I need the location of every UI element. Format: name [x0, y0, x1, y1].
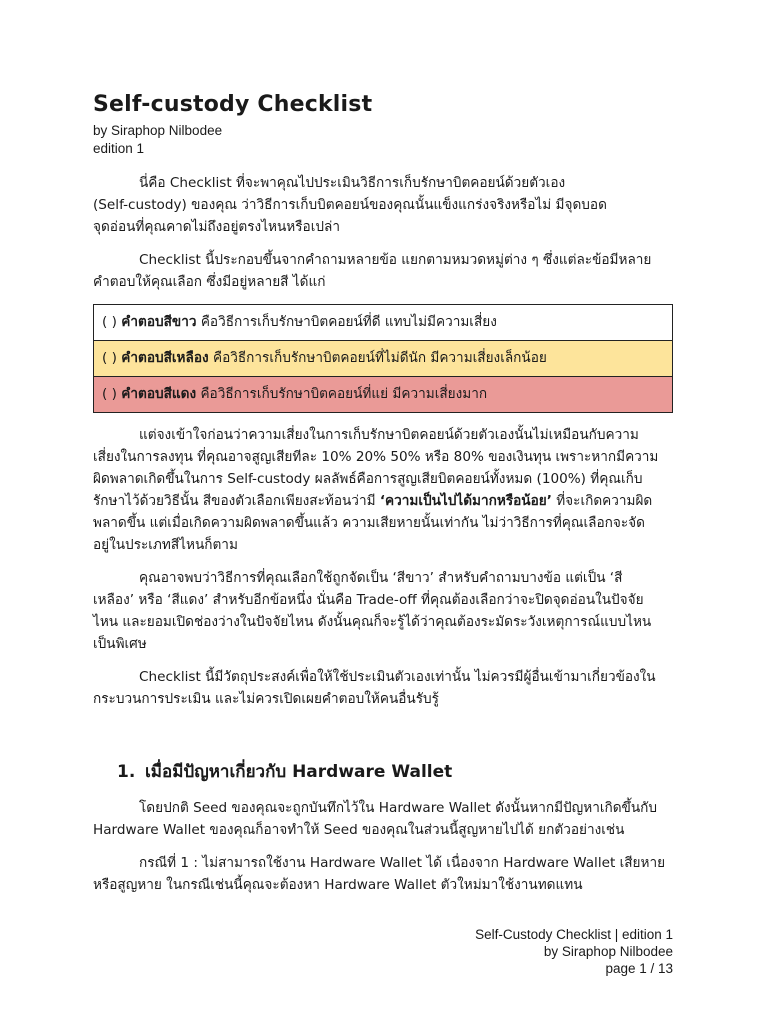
choice-description: คือวิธีการเก็บรักษาบิตคอยน์ที่ดี แทบไม่มีความเสี่ยง	[200, 314, 497, 330]
choice-yellow	[94, 341, 672, 377]
text-line: เป็นพิเศษ	[93, 636, 147, 652]
choice-red	[94, 377, 672, 412]
text-line: พลาดขึ้น แต่เมื่อเกิดความผิดพลาดขึ้นแล้ว ความเสียหายนั้นเท่ากัน ไม่ว่าวิธีการที่คุณเลือกจะจัด	[93, 515, 645, 531]
choice-label: คำตอบสีเหลือง	[121, 350, 209, 366]
text-line: เหลือง’ หรือ ‘สีแดง’ สำหรับอีกข้อหนึ่ง นั่นคือ Trade-off ที่คุณต้องเลือกว่าจะปิดจุดอ่อนในปัจจัย	[93, 592, 644, 608]
text-line: นี่คือ Checklist ที่จะพาคุณไปประเมินวิธีการเก็บรักษาบิตคอยน์ด้วยตัวเอง	[139, 175, 566, 191]
section-1-paragraph-2	[93, 852, 673, 896]
section-heading-1	[117, 758, 452, 785]
choice-bracket: ( )	[102, 314, 117, 330]
text-line: คุณอาจพบว่าวิธีการที่คุณเลือกใช้ถูกจัดเป็น ‘สีขาว’ สำหรับคำถามบางข้อ แต่เป็น ‘สี	[139, 570, 623, 586]
text-line: โดยปกติ Seed ของคุณจะถูกบันทึกไว้ใน Hardware Wallet ดังนั้นหากมีปัญหาเกิดขึ้นกับ	[139, 800, 657, 816]
choice-description: คือวิธีการเก็บรักษาบิตคอยน์ที่แย่ มีความเสี่ยงมาก	[200, 386, 488, 402]
footer-title: Self-Custody Checklist | edition 1	[475, 927, 673, 942]
text-span: รักษาไว้ด้วยวิธีนั้น สีของตัวเลือกเพียงสะท้อนว่ามี	[93, 493, 380, 509]
text-line: Hardware Wallet ของคุณก็อาจทำให้ Seed ของคุณในส่วนนี้สูญหายไปได้ ยกตัวอย่างเช่น	[93, 822, 625, 838]
text-line: ไหน และยอมเปิดช่องว่างในปัจจัยไหน ดังนั้นคุณก็จะรู้ได้ว่าคุณต้องระมัดระวังเหตุการณ์แบบไหน	[93, 614, 652, 630]
intro-paragraph-1	[93, 172, 673, 238]
text-line: คำตอบให้คุณเลือก ซึ่งมีอยู่หลายสี ได้แก่	[93, 274, 326, 290]
choice-bracket: ( )	[102, 350, 117, 366]
text-line: แต่จงเข้าใจก่อนว่าความเสี่ยงในการเก็บรักษาบิตคอยน์ด้วยตัวเองนั้นไม่เหมือนกับความ	[139, 427, 639, 443]
text-line: หรือสูญหาย ในกรณีเช่นนี้คุณจะต้องหา Hardware Wallet ตัวใหม่มาใช้งานทดแทน	[93, 877, 583, 893]
text-line: Checklist นี้ประกอบขึ้นจากคำถามหลายข้อ แยกตามหมวดหมู่ต่าง ๆ ซึ่งแต่ละข้อมีหลาย	[139, 252, 652, 268]
text-line: ผิดพลาดเกิดขึ้นในการ Self-custody ผลลัพธ์คือการสูญเสียบิตคอยน์ทั้งหมด (100%) ที่คุณเก็บ	[93, 471, 643, 487]
choice-label: คำตอบสีแดง	[121, 386, 197, 402]
answer-color-legend	[93, 304, 673, 413]
text-line: Checklist นี้มีวัตถุประสงค์เพื่อให้ใช้ประเมินตัวเองเท่านั้น ไม่ควรมีผู้อื่นเข้ามาเกี่ยวข้องใน	[139, 669, 656, 685]
text-line: อยู่ในประเภทสีไหนก็ตาม	[93, 537, 238, 553]
text-span: ที่จะเกิดความผิด	[551, 493, 653, 509]
document-title: Self-custody Checklist	[93, 92, 373, 117]
page-number: page 1 / 13	[605, 961, 673, 976]
purpose-paragraph	[93, 666, 673, 710]
author-line: by Siraphop Nilbodee	[93, 123, 223, 138]
choice-label: คำตอบสีขาว	[121, 314, 197, 330]
choice-white	[94, 305, 672, 341]
section-1-paragraph-1	[93, 797, 673, 841]
footer-author: by Siraphop Nilbodee	[543, 944, 673, 959]
text-line	[93, 490, 673, 512]
text-line: (Self-custody) ของคุณ ว่าวิธีการเก็บบิตคอยน์ของคุณนั้นแข็งแกร่งจริงหรือไม่ มีจุดบอด	[93, 197, 607, 213]
page-footer	[475, 926, 673, 977]
choice-description: คือวิธีการเก็บรักษาบิตคอยน์ที่ไม่ดีนัก มีความเสี่ยงเล็กน้อย	[212, 350, 547, 366]
section-title: เมื่อมีปัญหาเกี่ยวกับ Hardware Wallet	[145, 762, 453, 782]
choice-bracket: ( )	[102, 386, 117, 402]
edition-line: edition 1	[93, 141, 145, 156]
text-line: กรณีที่ 1 : ไม่สามารถใช้งาน Hardware Wallet ได้ เนื่องจาก Hardware Wallet เสียหาย	[139, 855, 666, 871]
intro-paragraph-2	[93, 249, 673, 293]
tradeoff-paragraph	[93, 567, 673, 655]
risk-paragraph	[93, 424, 673, 556]
emphasis-text: ‘ความเป็นไปได้มากหรือน้อย’	[379, 493, 552, 509]
section-number: 1.	[117, 762, 136, 782]
text-line: เสี่ยงในการลงทุน ที่คุณอาจสูญเสียทีละ 10% 20% 50% หรือ 80% ของเงินทุน เพราะหากมีความ	[93, 449, 659, 465]
text-line: กระบวนการประเมิน และไม่ควรเปิดเผยคำตอบให้คนอื่นรับรู้	[93, 691, 439, 707]
text-line: จุดอ่อนที่คุณคาดไม่ถึงอยู่ตรงไหนหรือเปล่า	[93, 219, 340, 235]
